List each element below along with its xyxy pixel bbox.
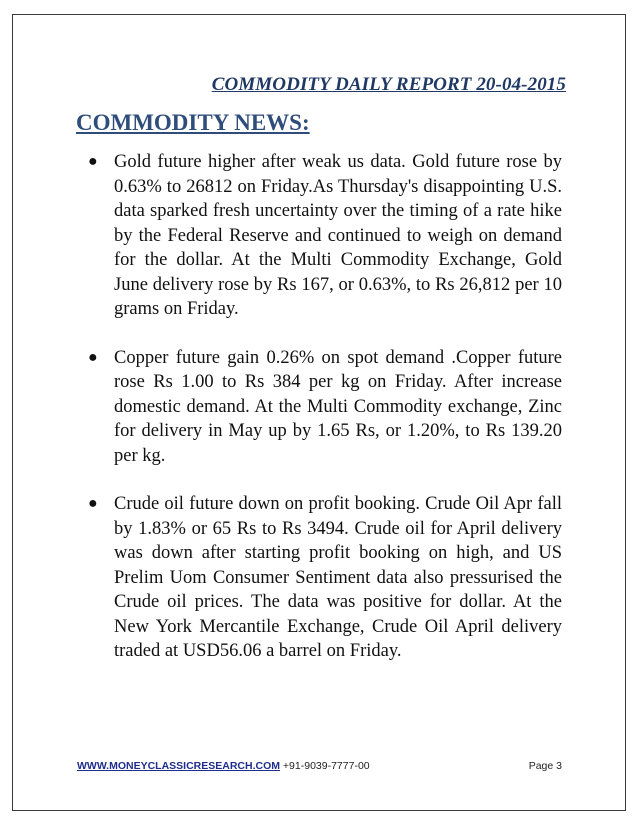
news-item-gold bbox=[84, 150, 562, 322]
phone-number: +91-9039-7777-00 bbox=[282, 760, 370, 772]
news-item-crude-oil bbox=[84, 492, 562, 664]
website-link[interactable]: WWW.MONEYCLASSICRESEARCH.COM bbox=[77, 760, 280, 772]
news-text: Gold future higher after weak us data. Gold future rose by 0.63% to 26812 on Friday.As Thursday's disappointing U.S. data sparked fresh uncertainty over the timing of a rate hike by the Federal Reserve and continued to weigh on demand for the dollar. At the Multi Commodity Exchange, Gold June delivery rose by Rs 167, or 0.63%, to Rs 26,812 per 10 grams on Friday. bbox=[114, 152, 562, 319]
news-text: Crude oil future down on profit booking. Crude Oil Apr fall by 1.83% or 65 Rs to Rs 3494. Crude oil for April delivery was down after starting profit booking on high, and US Prelim Uom Consumer Sentiment data also pressurised the Crude oil prices. The data was positive for dollar. At the New York Mercantile Exchange, Crude Oil April delivery traded at USD56.06 a barrel on Friday. bbox=[114, 494, 562, 661]
bullet-icon: ● bbox=[88, 153, 98, 170]
bullet-icon: ● bbox=[88, 348, 98, 366]
report-title: COMMODITY DAILY REPORT 20-04-2015 bbox=[211, 74, 566, 95]
page-number: Page 3 bbox=[528, 760, 562, 772]
news-item-copper bbox=[84, 346, 562, 469]
news-text: Copper future gain 0.26% on spot demand .Copper future rose Rs 1.00 to Rs 384 per kg on Friday. After increase domestic demand. At the Multi Commodity exchange, Zinc for delivery in May up by 1.65 Rs, or 1.20%, to Rs 139.20 per kg. bbox=[114, 347, 562, 466]
bullet-icon: ● bbox=[88, 495, 98, 512]
footer-contact bbox=[77, 760, 370, 772]
news-list bbox=[84, 150, 562, 688]
section-heading: COMMODITY NEWS: bbox=[76, 110, 310, 135]
